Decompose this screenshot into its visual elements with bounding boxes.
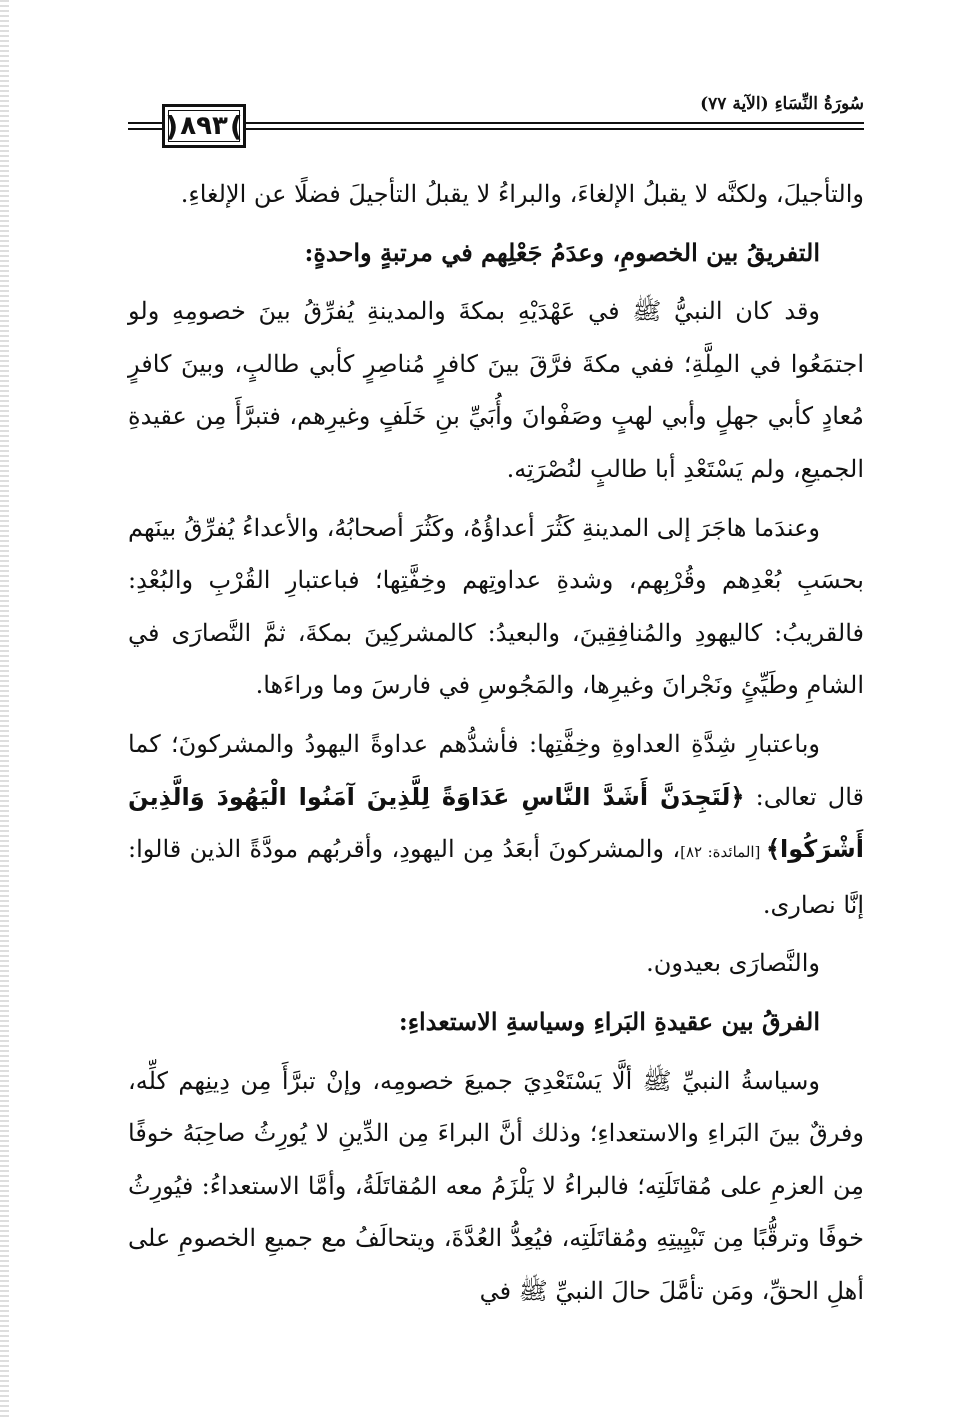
page-header (128, 92, 864, 158)
paragraph-3: وعندَما هاجَرَ إلى المدينةِ كَثُرَ أعداؤُهُ، وكَثُرَ أصحابُهُ، والأعداءُ يُفرِّقُ بينَهم بحسَبِ بُعْدِهم وقُرْبِهم، وشدةِ عداوتِهم وخِفَّتِها؛ فباعتبارِ القُرْبِ والبُعْدِ: فالقريبُ: كاليهودِ والمُنافِقِينَ، والبعيدُ: كالمشركِينَ بمكةَ، ثمَّ النَّصارَى في الشامِ وطَيِّئٍ ونَجْرانَ وغيرِها، والمَجُوسِ في فارسَ وما وراءَها. (128, 513, 864, 700)
paragraph-4 (128, 718, 864, 931)
paragraph-5: والنَّصارَى بعيدون. (646, 949, 820, 978)
bracket-close: ( (229, 109, 243, 143)
paragraph-2: وقد كان النبيُّ ﷺ في عَهْدَيْهِ بمكةَ والمدينةِ يُفرِّقُ بينَ خصومِهِ ولو اجتمَعُوا في المِلَّةِ؛ ففي مكةَ فرَّقَ بينَ كافرٍ مُناصِرٍ كأبي طالبٍ، وبينَ كافرٍ مُعادٍ كأبي جهلٍ وأبي لهبٍ وصَفْوانَ وأُبَيِّ بنِ خَلَفٍ وغيرِهم، فتبرَّأَ مِن عقيدةِ الجميعِ، ولم يَسْتَعْدِ أبا طالبٍ لنُصْرَتِه. (128, 297, 864, 483)
header-rule-left (128, 122, 162, 130)
paragraph-1: والتأجيلَ، ولكنَّه لا يقبلُ الإلغاءَ، والبراءُ لا يقبلُ التأجيلَ فضلًا عن الإلغاءِ. (180, 180, 864, 208)
verse-citation: [المائدة: ٨٢] (680, 843, 766, 862)
bracket-open: ) (165, 109, 179, 143)
page-number: ٨٩٣ (180, 111, 228, 141)
page-body (128, 168, 864, 1323)
section-heading-2: الفرقُ بين عقيدةِ البَراءِ وسياسةِ الاستعداءِ: (398, 1006, 820, 1036)
header-rule (246, 122, 864, 130)
quran-verse: ﴿لَتَجِدَنَّ أَشَدَّ النَّاسِ عَدَاوَةً لِلَّذِينَ آمَنُوا الْيَهُودَ وَالَّذِينَ أَشْرَكُوا﴾ (128, 782, 864, 864)
section-heading-1: التفريقُ بين الخصومِ، وعدَمُ جَعْلِهم في مرتبةٍ واحدةٍ: (304, 237, 820, 267)
paragraph-4-intro: وباعتبارِ شِدَّةِ العداوةِ وخِفَّتِها: فأشدُّهم عداوةً اليهودُ والمشركونَ؛ كما قال تعالى: (128, 729, 865, 811)
surah-title: سُورَةُ النِّسَاءِ (الآية ٧٧) (700, 94, 864, 114)
page-number-frame (162, 104, 246, 148)
page-binding-edge (0, 0, 9, 1417)
paragraph-4-end: ، والمشركونَ أبعَدُ مِن اليهودِ، وأقربُهم مودَّةً الذين قالوا: إنَّا نصارى. (128, 835, 864, 919)
paragraph-6: وسياسةُ النبيِّ ﷺ ألَّا يَسْتَعْدِيَ جميعَ خصومِه، وإنْ تبرَّأَ مِن دِينِهم كلِّه، وفرقٌ بينَ البَراءِ والاستعداءِ؛ وذلك أنَّ البراءَ مِن الدِّينِ لا يُورِثُ صاحِبَهُ خوفًا مِن العزمِ على مُقاتَلَتِه؛ فالبراءُ لا يَلْزَمُ معه المُقاتَلَةُ، وأمَّا الاستعداءُ: فيُورِثُ خوفًا وترقُّبًا مِن تَبْيِيتِهِ ومُقاتَلَتِه، فيُعِدُّ العُدَّةَ، ويتحالَفُ مع جميعِ الخصومِ على أهلِ الحقِّ، ومَن تأمَّلَ حالَ النبيِّ ﷺ في (128, 1066, 864, 1305)
